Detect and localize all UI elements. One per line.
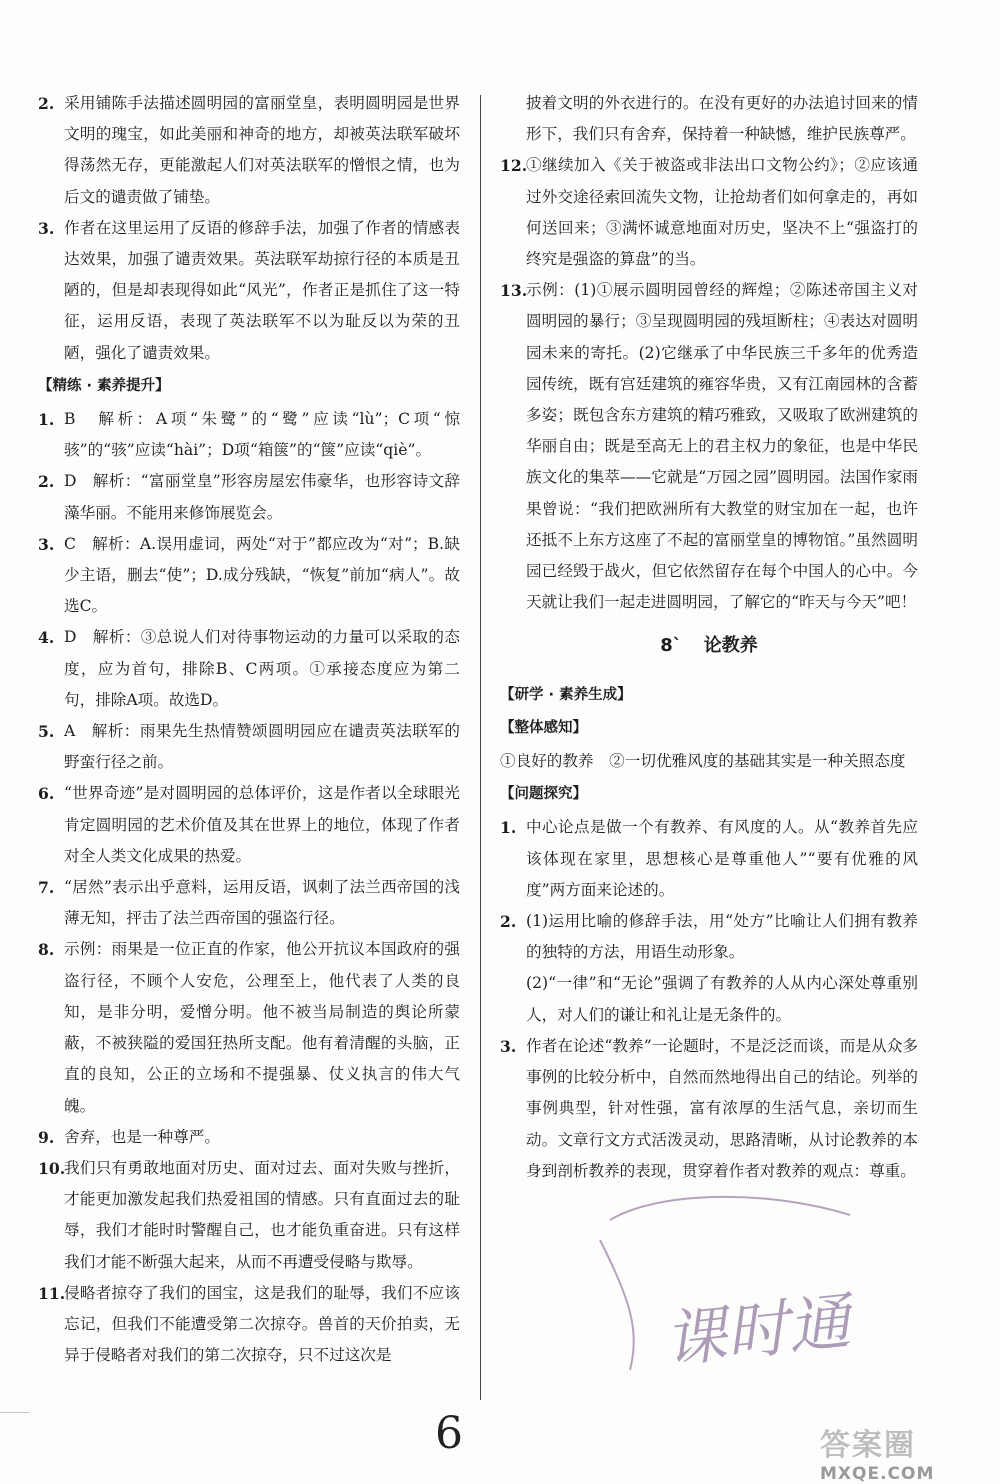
item-text: 中心论点是做一个有教养、有风度的人。从“教养首先应该体现在家里，思想核心是尊重他人”“要有优雅的风度”两方面来论述的。 xyxy=(526,818,918,899)
item-text: 舍弃，也是一种尊严。 xyxy=(64,1127,220,1146)
section-heading: 【精练 · 素养提升】 xyxy=(38,377,170,394)
item-text: D 解析：③总说人们对待事物运动的力量可以采取的态度，应为首句，排除B、C两项。①承接态度应为第二句，排除A项。故选D。 xyxy=(64,628,460,709)
list-item xyxy=(38,88,460,213)
item-number: 10. xyxy=(38,1158,66,1178)
item-text: “世界奇迹”是对圆明园的总体评价，这是作者以全球眼光肯定圆明园的艺术价值及其在世界上的地位，体现了作者对全人类文化成果的热爱。 xyxy=(64,784,460,865)
item-text: 作者在这里运用了反语的修辞手法，加强了作者的情感表达效果，加强了谴责效果。英法联军劫掠行径的本质是丑陋的，但是却表现得如此“风光”，作者正是抓住了这一特征，运用反语，表现了英法联军不以为耻反以为荣的丑陋，强化了谴责效果。 xyxy=(64,218,460,362)
subsection-heading: 【整体感知】 xyxy=(500,719,587,736)
left-column xyxy=(38,88,460,1371)
item-number: 2. xyxy=(38,472,55,492)
item-number: 1. xyxy=(500,818,517,838)
list-item xyxy=(38,1278,460,1372)
list-item xyxy=(38,716,460,778)
list-item xyxy=(500,1031,918,1187)
item-number: 9. xyxy=(38,1127,55,1147)
item-number: 3. xyxy=(38,534,55,554)
watermark-title: 答案圈 xyxy=(820,1428,916,1463)
scan-mark xyxy=(0,1412,30,1413)
list-item xyxy=(38,622,460,716)
list-item xyxy=(500,150,918,275)
item-number: 13. xyxy=(500,281,528,301)
lesson-number: 8` xyxy=(660,635,682,657)
list-item xyxy=(500,275,918,618)
overall-answer: ①良好的教养 ②一切优雅风度的基础其实是一种关照态度 xyxy=(500,752,906,771)
item-text: 示例：雨果是一位正直的作家，他公开抗议本国政府的强盗行径，不顾个人安危，公理至上，他代表了人类的良知，是非分明，爱憎分明。他不被当局制造的舆论所蒙蔽，不被狭隘的爱国狂热所支配。他有着清醒的头脑，正直的良知，公正的立场和不提强暴、仗义执言的伟大气魄。 xyxy=(64,940,460,1115)
item-text: 示例：(1)①展示圆明园曾经的辉煌；②陈述帝国主义对圆明园的暴行；③呈现圆明园的残垣断柱；④表达对圆明园未来的寄托。(2)它继承了中华民族三千多年的优秀造园传统，既有宫廷建筑的雍容华贵，又有江南园林的含蓄多姿；既包含东方建筑的精巧雅致，又吸取了欧洲建筑的华丽自由；既是至高无上的君主权力的象征，也是中华民族文化的集萃——它就是“万园之园”圆明园。法国作家雨果曾说：“我们把欧洲所有大教堂的财宝加在一起，也许还抵不上东方这座了不起的富丽堂皇的博物馆。”虽然圆明园已经毁于战火，但它依然留存在每个中国人的心中。今天就让我们一起走进圆明园，了解它的“昨天与今天”吧！ xyxy=(526,281,918,612)
item-text: ①继续加入《关于被盗或非法出口文物公约》；②应该通过外交途径索回流失文物，让抢劫者们如何拿走的，再如何送回来；③满怀诚意地面对历史，坚决不上“强盗打的终究是强盗的算盘”的当。 xyxy=(526,156,918,269)
item-number: 8. xyxy=(38,940,55,960)
column-divider xyxy=(480,95,481,1400)
item-number: 2. xyxy=(500,912,517,932)
item-text: B 解析：A项“朱鹭”的“鹭”应读“lù”；C项“惊骇”的“骇”应读“hài”；D项“箱箧”的“箧”应读“qiè”。 xyxy=(64,410,460,460)
list-item xyxy=(38,872,460,934)
list-item xyxy=(38,213,460,369)
list-item xyxy=(500,812,918,906)
item-number: 12. xyxy=(500,156,528,176)
list-item xyxy=(38,778,460,872)
item-number: 1. xyxy=(38,410,55,430)
sub-answer: (2)“一律”和“无论”强调了有教养的人从内心深处尊重别人，对人们的谦让和礼让是无条件的。 xyxy=(526,974,918,1024)
item-text: 采用铺陈手法描述圆明园的富丽堂皇，表明圆明园是世界文明的瑰宝，如此美丽和神奇的地方，却被英法联军破坏得荡然无存，更能激起人们对英法联军的憎恨之情，也为后文的谴责做了铺垫。 xyxy=(64,94,460,206)
item-number: 6. xyxy=(38,784,55,804)
item-number: 2. xyxy=(38,94,55,113)
list-item xyxy=(500,906,918,968)
continuation-text: 披着文明的外衣进行的。在没有更好的办法追讨回来的情形下，我们只有舍弃，保持着一种缺憾，维护民族尊严。 xyxy=(526,94,918,144)
stamp-seal xyxy=(570,1180,900,1400)
item-text: A 解析：雨果先生热情赞颂圆明园应在谴责英法联军的野蛮行径之前。 xyxy=(64,722,460,772)
stamp-text: 课时通 xyxy=(660,1284,854,1377)
item-number: 5. xyxy=(38,722,55,742)
list-item xyxy=(38,466,460,528)
item-number: 11. xyxy=(38,1283,66,1303)
watermark-logo xyxy=(820,1420,990,1484)
item-text: “居然”表示出乎意料，运用反语，讽刺了法兰西帝国的浅薄无知，抨击了法兰西帝国的强盗行径。 xyxy=(64,878,460,928)
item-text: 我们只有勇敢地面对历史、面对过去、面对失败与挫折，才能更加激发起我们热爱祖国的情感。只有直面过去的耻辱，我们才能时时警醒自己，也才能负重奋进。只有这样我们才能不断强大起来，从而不再遭受侵略与欺辱。 xyxy=(64,1158,460,1271)
lesson-title xyxy=(500,630,918,661)
list-item xyxy=(38,1122,460,1153)
list-item xyxy=(38,529,460,623)
item-number: 3. xyxy=(38,218,55,238)
page-number: 6 xyxy=(435,1408,463,1459)
item-number: 7. xyxy=(38,878,55,898)
item-text: D 解析：“富丽堂皇”形容房屋宏伟豪华，也形容诗文辞藻华丽。不能用来修饰展览会。 xyxy=(64,472,460,522)
item-number: 3. xyxy=(500,1036,517,1056)
subsection-heading: 【问题探究】 xyxy=(500,786,587,803)
item-text: C 解析：A.误用虚词，两处“对于”都应改为“对”；B.缺少主语，删去“使”；D.成分残缺，“恢复”前加“病人”。故选C。 xyxy=(64,534,460,616)
section-heading: 【研学 · 素养生成】 xyxy=(500,686,632,703)
item-text: (1)运用比喻的修辞手法，用“处方”比喻让人们拥有教养的独特的方法，用语生动形象。 xyxy=(526,912,918,962)
list-item xyxy=(38,1153,460,1278)
list-item xyxy=(38,404,460,466)
item-number: 4. xyxy=(38,628,55,648)
right-column xyxy=(500,88,918,1187)
item-text: 侵略者掠夺了我们的国宝，这是我们的耻辱，我们不应该忘记，但我们不能遭受第二次掠夺。兽首的天价拍卖，无异于侵略者对我们的第二次掠夺，只不过这次是 xyxy=(64,1283,460,1365)
watermark-url: MXQE.COM xyxy=(820,1464,935,1484)
lesson-name: 论教养 xyxy=(703,635,758,657)
list-item xyxy=(38,934,460,1121)
item-text: 作者在论述“教养”一论题时，不是泛泛而谈，而是从众多事例的比较分析中，自然而然地得出自己的结论。列举的事例典型，针对性强，富有浓厚的生活气息，亲切而生动。文章行文方式活泼灵动，思路清晰，从讨论教养的本身到剖析教养的表现，贯穿着作者对教养的观点：尊重。 xyxy=(526,1036,918,1180)
